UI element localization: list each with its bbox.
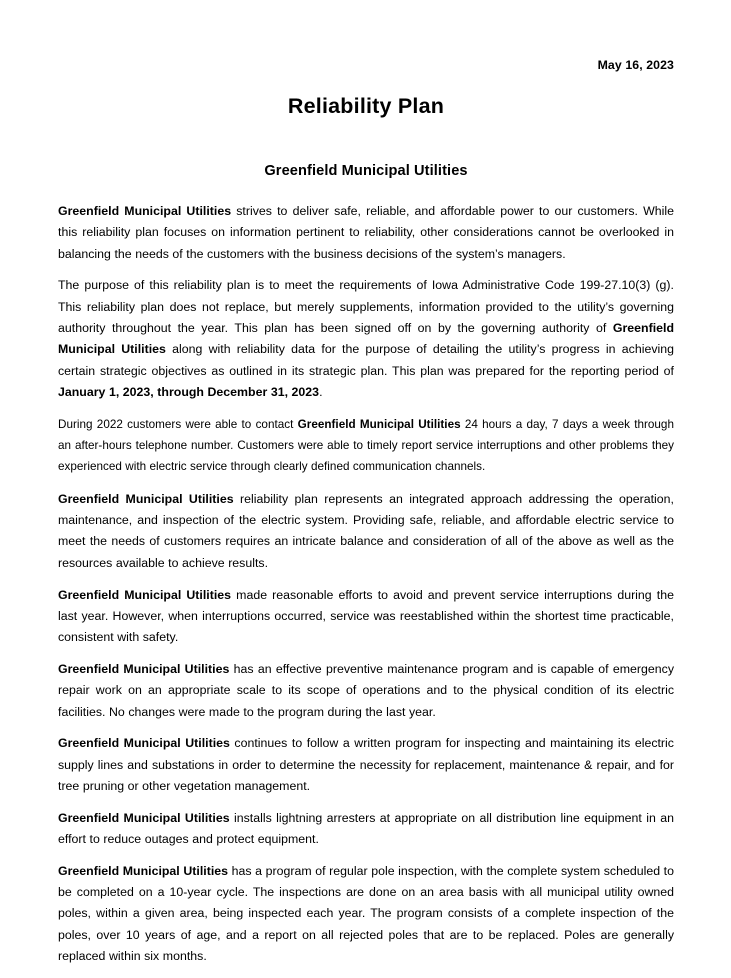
entity-name: Greenfield Municipal Utilities xyxy=(58,320,674,357)
paragraph-text: The purpose of this reliability plan is to meet the requirements of Iowa Administrative Code 199-27.10(3) (g). This reliability plan does not replace, but merely supplements, information provided to the utility’s governing authority throughout the year. This plan has been signed off on by the governing authority of xyxy=(58,278,674,335)
paragraph-text: continues to follow a written program for inspecting and maintaining its electric supply lines and substations in order to determine the necessity for replacement, maintenance & repair, and for tree pruning or other vegetation management. xyxy=(58,736,674,793)
entity-name: Greenfield Municipal Utilities xyxy=(297,417,461,431)
document-content xyxy=(58,0,674,978)
document-title: Reliability Plan xyxy=(287,94,445,119)
entity-name: Greenfield Municipal Utilities xyxy=(58,587,232,602)
paragraph-p9-pole-inspection xyxy=(58,861,674,967)
paragraph-text: installs lightning arresters at appropriate on all distribution line equipment in an effort to reduce outages and protect equipment. xyxy=(58,810,674,847)
paragraph-text: made reasonable efforts to avoid and prevent service interruptions during the last year. However, when interruptions occurred, service was reestablished within the shortest time practicable, consistent with safety. xyxy=(58,587,674,645)
paragraph-text: along with reliability data for the purpose of detailing the utility’s progress in achieving certain strategic objectives as outlined in its strategic plan. This plan was prepared for the reporting period of xyxy=(58,342,675,378)
paragraph-p3-contact xyxy=(58,414,674,478)
document-subtitle: Greenfield Municipal Utilities xyxy=(264,162,468,179)
entity-name: Greenfield Municipal Utilities xyxy=(58,203,232,218)
paragraph-p6-preventive-maintenance xyxy=(58,659,674,723)
paragraph-text: reliability plan represents an integrated approach addressing the operation, maintenance, and inspection of the electric system. Providing safe, reliable, and affordable electric service to meet the needs of customers requires an intricate balance and consideration of all of the above as well as the resources available to achieve results. xyxy=(58,491,674,570)
paragraph-p2-purpose xyxy=(58,275,674,403)
paragraph-text: . xyxy=(319,384,323,399)
entity-name: Greenfield Municipal Utilities xyxy=(58,863,229,878)
paragraph-p8-lightning-arresters xyxy=(58,808,674,851)
paragraph-text: has an effective preventive maintenance program and is capable of emergency repair work on an appropriate scale to its scope of operations and to the physical condition of its electric facilities. No changes were made to the program during the last year. xyxy=(58,661,674,719)
document-date: May 16, 2023 xyxy=(597,58,674,72)
document-body xyxy=(58,179,674,967)
paragraph-p1-strives xyxy=(58,201,674,265)
paragraph-p7-written-program xyxy=(58,733,674,797)
entity-name: Greenfield Municipal Utilities xyxy=(58,736,230,751)
entity-name: Greenfield Municipal Utilities xyxy=(58,810,230,825)
entity-name: January 1, 2023, through December 31, 2023 xyxy=(58,384,320,399)
paragraph-p4-integrated-approach xyxy=(58,489,674,574)
entity-name: Greenfield Municipal Utilities xyxy=(58,491,234,506)
paragraph-text: strives to deliver safe, reliable, and affordable power to our customers. While this reliability plan focuses on information pertinent to reliability, other considerations cannot be overlooked in balancing the needs of the customers with the business decisions of the system’s managers. xyxy=(58,203,674,261)
paragraph-p5-reasonable-efforts xyxy=(58,585,674,649)
paragraph-text: 24 hours a day, 7 days a week through an after-hours telephone number. Customers were able to timely report service interruptions and other problems they experienced with electric service through clearly defined communication channels. xyxy=(58,417,674,474)
entity-name: Greenfield Municipal Utilities xyxy=(58,661,230,676)
paragraph-text: has a program of regular pole inspection, with the complete system scheduled to be completed on a 10-year cycle. The inspections are done on an area basis with all municipal utility owned poles, within a given area, being inspected each year. The program consists of a complete inspection of the poles, over 10 years of age, and a report on all rejected poles that are to be replaced. Poles are generally replaced within six months. xyxy=(58,863,674,964)
paragraph-text: During 2022 customers were able to contact xyxy=(58,417,298,431)
